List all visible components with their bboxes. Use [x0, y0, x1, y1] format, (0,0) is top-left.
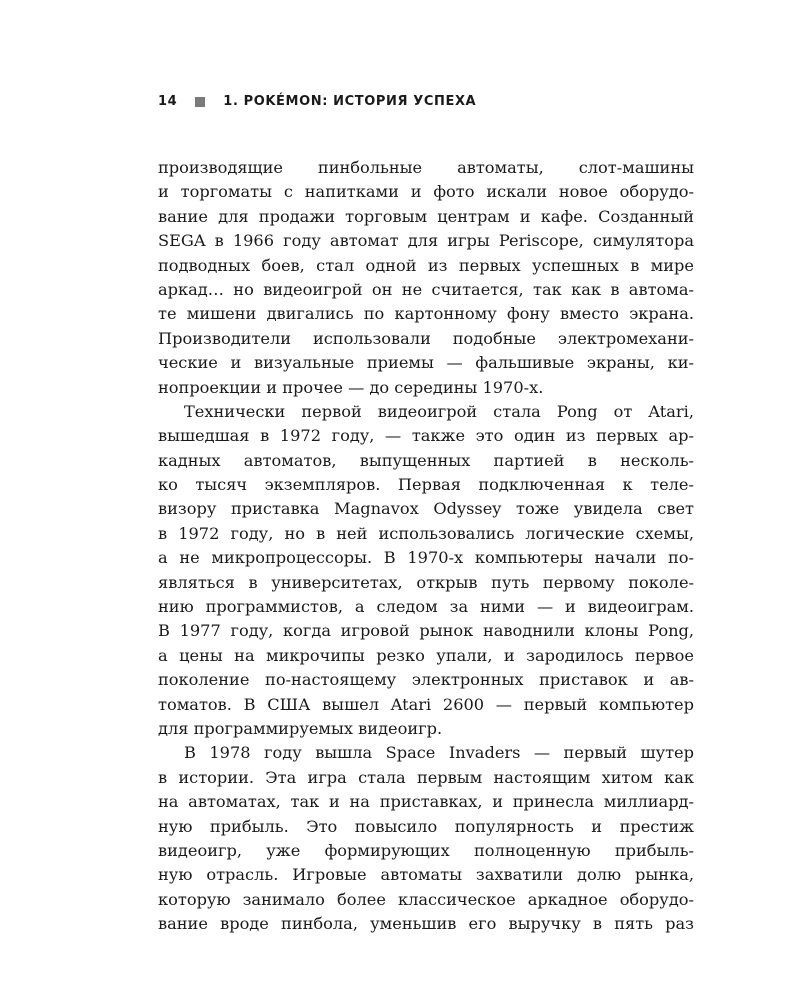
running-header — [158, 94, 476, 109]
text-line: нию программистов, а следом за ними — и видеоиграм. — [158, 597, 694, 617]
text-line: производящие пинбольные автоматы, слот-машины — [158, 158, 694, 177]
text-line: которую занимало более классическое аркадное оборудо- — [158, 889, 694, 909]
text-line: томатов. В США вышел Atari 2600 — первый компьютер — [158, 694, 694, 714]
text-line: а не микропроцессоры. В 1970-х компьютеры начали по- — [158, 548, 694, 568]
text-line: и торгоматы с напитками и фото искали новое оборудо- — [158, 182, 694, 202]
text-line: являться в университетах, открыв путь первому поколе- — [158, 572, 694, 592]
text-line: Технически первой видеоигрой стала Pong от Atari, — [184, 401, 694, 421]
text-line: а цены на микрочипы резко упали, и зародилось первое — [158, 645, 694, 665]
paragraph-2 — [158, 400, 694, 741]
text-line: видеоигр, уже формирующих полноценную прибыль- — [158, 840, 694, 860]
paragraph-1 — [158, 156, 694, 400]
text-line: в 1972 году, но в ней использовались логические схемы, — [158, 523, 694, 543]
text-line: поколение по-настоящему электронных приставок и ав- — [158, 670, 694, 690]
chapter-title: 1. POKÉMON: ИСТОРИЯ УСПЕХА — [223, 94, 477, 109]
text-line: кадных автоматов, выпущенных партией в несколь- — [158, 450, 694, 470]
text-line: подводных боев, стал одной из первых успешных в мире — [158, 255, 694, 275]
text-line: визору приставка Magnavox Odyssey тоже увидела свет — [158, 499, 694, 519]
text-line: ную прибыль. Это повысило популярность и престиж — [158, 816, 694, 836]
page-number: 14 — [158, 94, 178, 109]
text-line: В 1977 году, когда игровой рынок наводнили клоны Pong, — [158, 621, 694, 641]
text-line: вание для продажи торговым центрам и кафе. Созданный — [158, 206, 694, 226]
text-line: ную отрасль. Игровые автоматы захватили долю рынка, — [158, 865, 694, 885]
text-line: вание вроде пинбола, уменьшив его выручку в пять раз — [158, 914, 694, 934]
text-line: в истории. Эта игра стала первым настоящим хитом как — [158, 767, 694, 787]
body-text — [158, 156, 694, 937]
text-line: аркад… но видеоигрой он не считается, так как в автома- — [158, 279, 694, 299]
text-line: ко тысяч экземпляров. Первая подключенная к теле- — [158, 475, 694, 495]
header-separator-square — [195, 97, 205, 107]
text-line: В 1978 году вышла Space Invaders — первый шутер — [184, 743, 694, 763]
text-line: ческие и визуальные приемы — фальшивые экраны, ки- — [158, 353, 694, 373]
text-line: Производители использовали подобные электромехани- — [158, 328, 694, 348]
text-line: нопроекции и прочее — до середины 1970-х. — [158, 377, 544, 397]
text-line: SEGA в 1966 году автомат для игры Periscope, симулятора — [158, 231, 694, 251]
text-line: на автоматах, так и на приставках, и принесла миллиард- — [158, 792, 694, 812]
text-line: вышедшая в 1972 году, — также это один из первых ар- — [158, 426, 694, 446]
paragraph-3 — [158, 741, 694, 936]
text-line: для программируемых видеоигр. — [158, 718, 443, 738]
text-line: те мишени двигались по картонному фону вместо экрана. — [158, 304, 694, 324]
